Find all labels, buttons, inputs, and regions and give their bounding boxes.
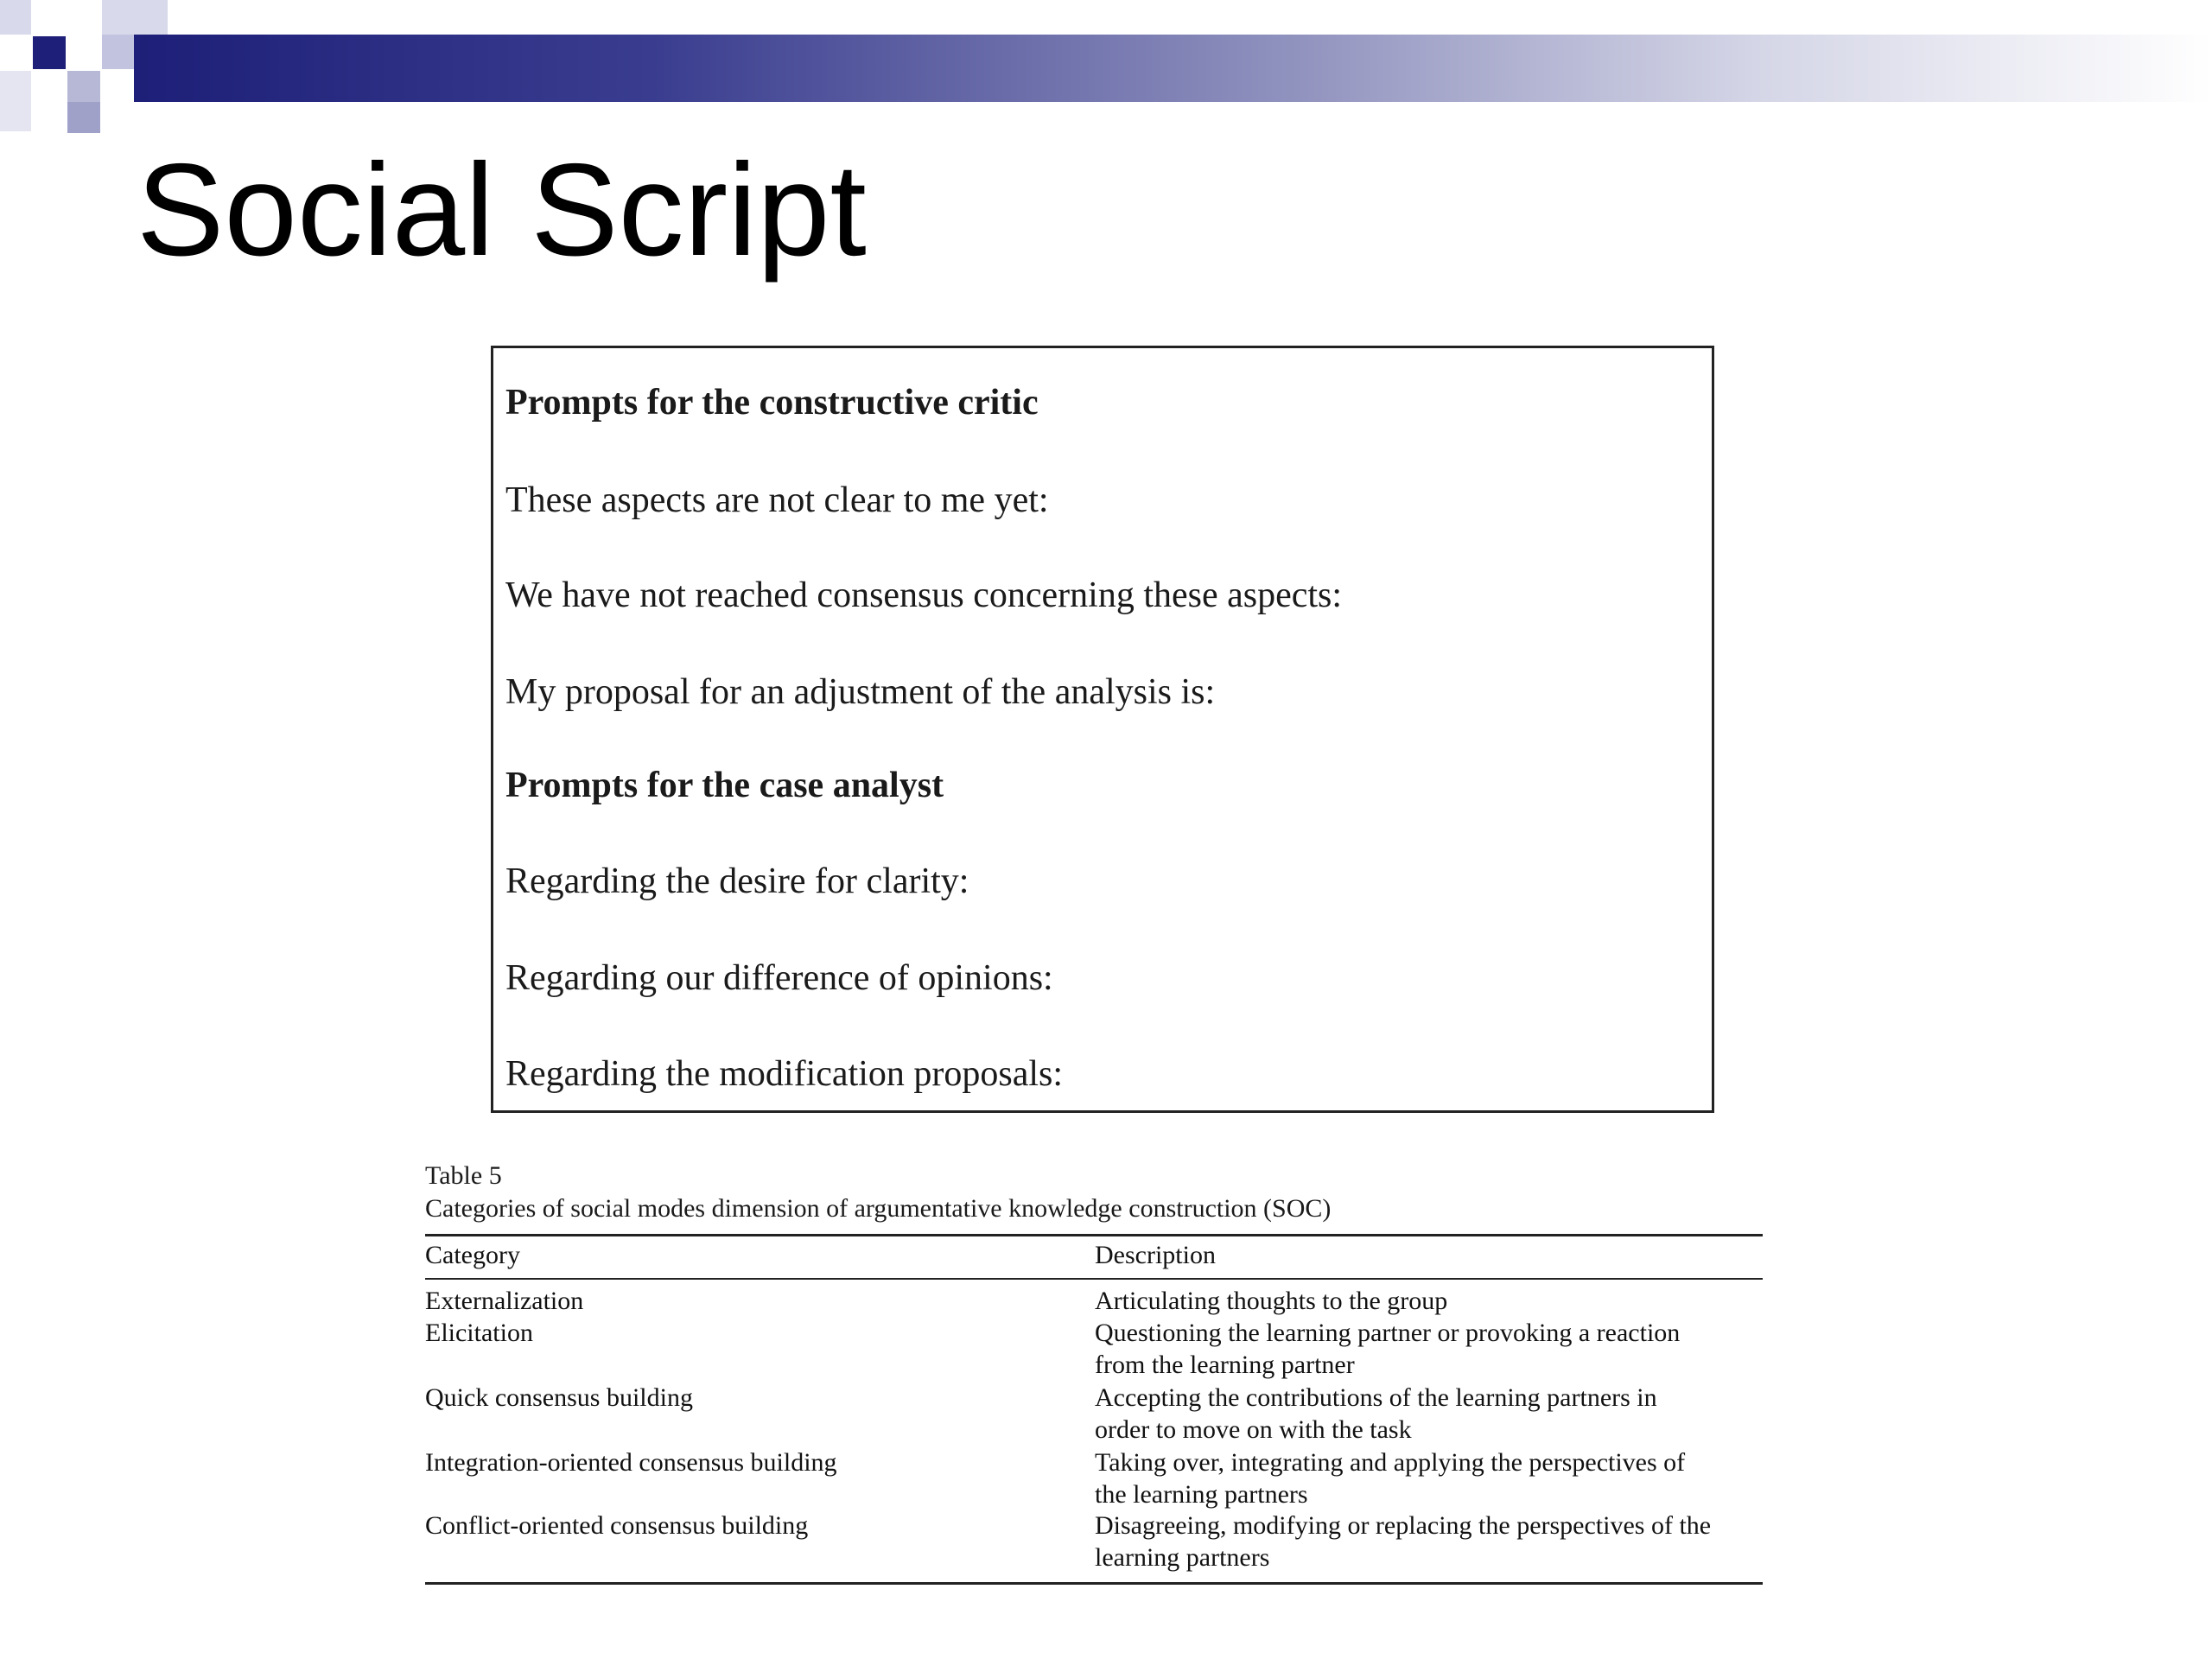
prompt-line: My proposal for an adjustment of the analysis is: xyxy=(505,672,1216,712)
row-description: Disagreeing, modifying or replacing the perspectives of the learning partners xyxy=(1095,1511,1712,1572)
table-caption: Categories of social modes dimension of argumentative knowledge construction (SOC) xyxy=(425,1194,1332,1223)
table-bottom-rule xyxy=(425,1582,1763,1585)
prompt-heading-analyst: Prompts for the case analyst xyxy=(505,766,944,805)
prompt-line: We have not reached consensus concerning these aspects: xyxy=(505,575,1343,615)
header-decoration-square xyxy=(67,102,100,133)
row-category: Elicitation xyxy=(425,1319,533,1347)
table-top-rule xyxy=(425,1234,1763,1236)
table-number: Table 5 xyxy=(425,1161,502,1190)
prompt-line: Regarding our difference of opinions: xyxy=(505,958,1053,998)
prompt-line: Regarding the desire for clarity: xyxy=(505,861,969,901)
row-category: Conflict-oriented consensus building xyxy=(425,1511,809,1540)
header-decoration-square xyxy=(0,0,31,35)
header-description: Description xyxy=(1095,1241,1216,1269)
row-description: Questioning the learning partner or provoking a reaction from the learning partner xyxy=(1095,1319,1681,1379)
header-gradient-bar xyxy=(134,35,2212,102)
header-decoration-square xyxy=(0,71,31,131)
header-category: Category xyxy=(425,1241,520,1269)
prompt-line: Regarding the modification proposals: xyxy=(505,1054,1064,1094)
row-category: Integration-oriented consensus building xyxy=(425,1448,837,1477)
header-decoration-square xyxy=(102,0,168,35)
row-description: Taking over, integrating and applying the perspectives of the learning partners xyxy=(1095,1448,1686,1509)
soc-table xyxy=(425,1160,1763,1572)
prompts-box xyxy=(491,346,1714,1113)
row-category: Quick consensus building xyxy=(425,1383,693,1412)
row-category: Externalization xyxy=(425,1287,584,1315)
header-decoration-square xyxy=(67,71,100,102)
prompt-heading-critic: Prompts for the constructive critic xyxy=(505,383,1039,423)
table-header-rule xyxy=(425,1278,1763,1280)
header-decoration-square xyxy=(102,35,134,69)
slide-title: Social Script xyxy=(137,137,867,283)
prompt-line: These aspects are not clear to me yet: xyxy=(505,480,1049,520)
header-decoration-square xyxy=(33,36,66,69)
row-description: Accepting the contributions of the learning partners in order to move on with the task xyxy=(1095,1383,1657,1444)
row-description: Articulating thoughts to the group xyxy=(1095,1287,1448,1315)
